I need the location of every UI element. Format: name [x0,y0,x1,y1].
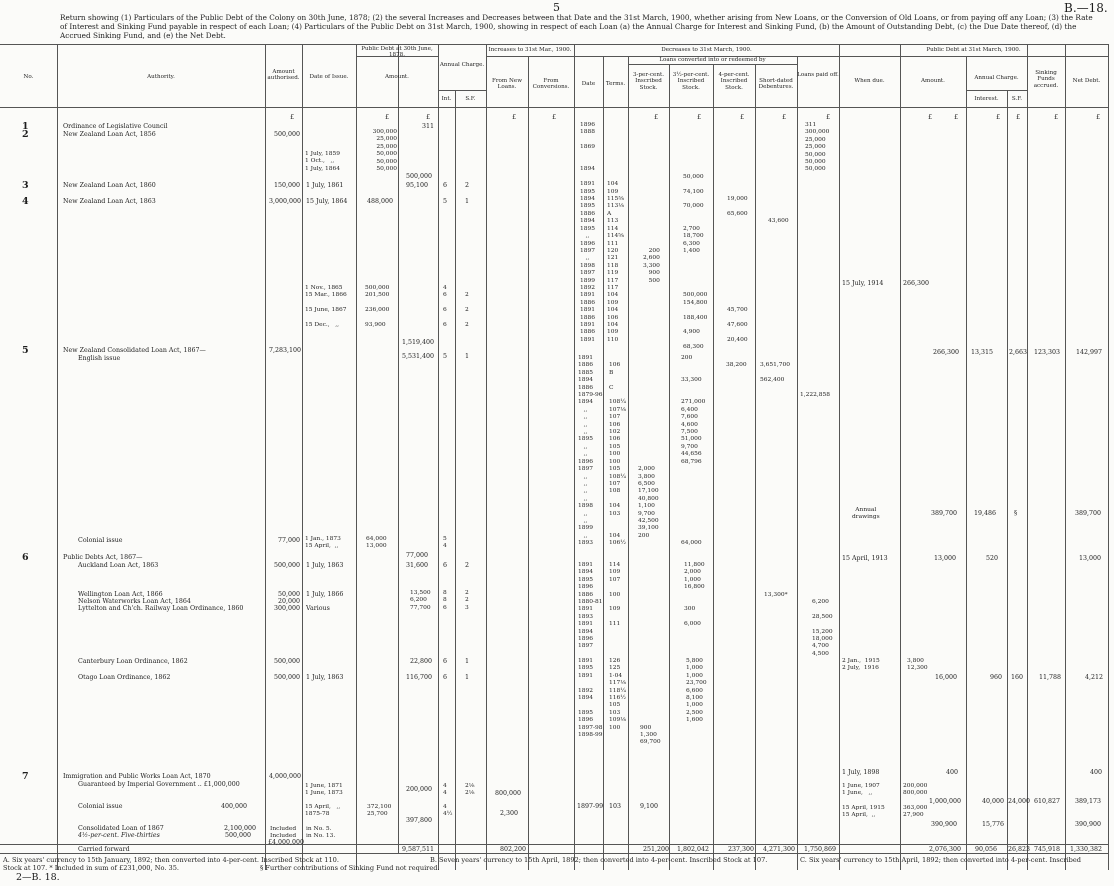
col-rule [966,56,967,870]
net-debt: 390,900 [1075,821,1102,828]
total-authorised: £4,000,000 [268,839,305,846]
amount-1900: 16,000 [935,674,958,681]
due-date: 15 April, 1913 [842,555,888,562]
pound-sign: £ [654,114,659,121]
pound-sign: £ [385,114,390,121]
decrease-date: 1897-99 [577,803,604,810]
amount-authorised: 77,000 [277,537,300,544]
decrease-4pc: 38,200 [726,362,747,369]
amounts-1878: 300,000 25,000 25,000 50,000 50,000 50,000 [372,129,397,173]
decrease-35pc: 200 33,300 271,000 6,400 7,600 4,600 7,500 51,000 9,700 44,656 68,796 64,000 [681,355,706,547]
amounts-1900: 363,000 27,900 [903,805,928,819]
cons-included: Included Included [270,826,297,840]
amount-1900: 400 [946,769,959,776]
interest-rate: 6 [443,674,448,681]
sinking-rate: 2 [465,182,470,189]
net-debt: 389,173 [1075,798,1102,805]
amount-1878: 488,000 [367,198,394,205]
interest-rate: 6 [443,658,448,665]
amount-1878: 5,531,400 [402,353,435,360]
table-top-rule [0,44,1108,45]
date-of-issue: 1 July, 1863 [306,562,344,569]
sinking-rate: 2 [465,562,470,569]
row-number: 3 [22,180,29,191]
col-rule [1007,90,1008,870]
decrease-35pc: 50,000 74,100 70,000 2,700 18,700 6,300 1,400 500,000 154,800 188,400 4,900 68,300 [683,173,708,351]
net-debt: 142,997 [1076,349,1103,356]
header-converted: Loans converted into or redeemed by [659,57,766,63]
amounts-1878: 64,000 13,000 [366,536,387,550]
subheader-rule [486,56,574,57]
interest-rates: 4 4 [443,783,447,797]
pound-sign: £ [826,114,831,121]
authority: Wellington Loan Act, 1866 [78,591,163,598]
authority: New Zealand Consolidated Loan Act, 1867— [63,347,206,354]
footnote-c: C. Six years' currency to 15th April, 1892; then converted into 4-per-cent. Inscribed [800,856,1082,864]
sinking-rate: 1 [465,353,470,360]
interest-1900: 19,486 [974,510,997,517]
decrease-terms: 104 109 115⅜ 113⅛ A 113 114 114⅝ 111 120 121 118 119 117 117 104 109 104 106 104 109 110 [607,181,624,343]
row-number: 2 [22,129,29,140]
col-rule [900,44,901,870]
col-rule [713,64,714,870]
decrease-3pc: 200 2,600 3,300 900 500 [643,247,660,284]
cf-1900: 2,076,300 [929,846,962,853]
sinking-rate: 1 [465,198,470,205]
amount-authorised: 500,000 [273,562,300,569]
decrease-short: 3,651,700 562,400 [760,362,790,384]
col-rule [628,56,629,870]
amount-authorised: 150,000 [273,182,300,189]
header-annual-1900: Annual Charge. [974,75,1019,81]
sinking-accrued: 610,827 [1034,798,1061,805]
decrease-4pc: 19,000 65,600 45,700 47,600 20,400 [727,196,748,343]
header-int: Int. [441,96,452,102]
header-4pc: 4-per-cent. Inscribed Stock. [718,72,750,91]
amount-1878: 95,100 [406,182,429,189]
authority: Canterbury Loan Ordinance, 1862 [78,658,188,665]
pound-sign: £ [552,114,557,121]
interest-rates: 4 4½ [443,804,453,818]
date-of-issue: 1 July, 1866 [306,591,344,598]
authority-sub: 4½-per-cent. Five-thirties [78,832,160,839]
decrease-paid: 311 300,000 25,000 25,000 50,000 50,000 50,000 [805,122,830,173]
decrease-terms: 114 109 107 100 109 111 [609,562,621,628]
issue-dates: 1 July, 1859 1 Oct., ,, 1 July, 1864 [305,151,340,172]
due-date: 1 July, 1898 [842,769,880,776]
amount-authorised: 300,000 [273,605,300,612]
authority: New Zealand Loan Act, 1860 [63,182,156,189]
amount-1900: 389,700 [931,510,958,517]
amounts-1878: 372,100 25,700 [367,804,392,818]
amount-1878: 200,000 [406,786,433,793]
header-no: No. [23,74,34,80]
pound-sign: £ [954,114,959,121]
sinking-rates: 2⅛ 2⅛ [465,783,475,797]
col-rule [356,44,357,870]
issue-dates: 1 Jan., 1873 15 April, ,, [305,536,341,550]
interest-rates: 4 6 6 6 [443,285,447,329]
header-bottom-rule [0,107,1108,108]
cons-included-in: in No. 5. in No. 13. [306,826,336,840]
col-rule [57,44,58,870]
col-rule [1108,44,1109,870]
header-debt-1900: Public Debt at 31st March, 1900. [926,47,1021,53]
authority: Immigration and Public Works Loan Act, 1870 [63,773,211,780]
col-rule [398,44,399,853]
decrease-35pc: 11,800 2,000 1,000 16,800 300 6,000 [684,562,705,628]
amount-1878: 22,800 [410,658,433,665]
col-rule [265,44,266,870]
pound-sign: £ [426,114,431,121]
interest-rate: 6 [443,562,448,569]
net-debt: 13,000 [1079,555,1102,562]
decrease-short: 13,300* [764,591,788,598]
amount-1900: 1,000,000 [929,798,962,805]
header-3pc: 3-per-cent. Inscribed Stock. [633,72,664,91]
amount-authorised: 500,000 [273,674,300,681]
header-from-new: From New Loans. [492,78,522,91]
subheader-rule [966,90,1027,91]
col-rule [797,56,798,870]
new-loans: 800,000 [495,790,522,797]
authority-sub: Auckland Loan Act, 1863 [78,562,159,569]
pound-sign: £ [697,114,702,121]
header-paid-off: Loans paid off. [797,72,839,78]
cf-4pc: 237,300 [728,846,755,853]
header-35pc: 3½-per-cent. Inscribed Stock. [672,72,710,91]
amounts-1878: 13,500 6,200 77,700 [410,590,431,611]
decrease-dates: 1891 1894 1895 1896 1886 1880-81 1891 1893 1891 1894 1896 1897 [578,562,603,650]
decrease-dates: 1896 1888 1869 1894 1891 1895 1894 1895 1886 1894 1895 ,, 1896 1897 ,, 1898 1897 1899 1892 1891 1886 1891 1886 1891 1886 1891 [580,122,595,343]
new-loans: 2,300 [500,810,519,817]
subheader-rule [438,90,486,91]
header-short: Short-dated Debentures. [758,78,794,91]
col-rule [755,64,756,870]
decrease-dates: 1891 1886 1885 1894 1886 1879-96 1894 ,, ,, ,, ,, 1895 ,, ,, 1896 1897 ,, ,, ,, ,, 1898 ,, ,, 1899 ,, 1893 [578,355,603,547]
amount-authorised: 4,000,000 [268,773,301,780]
col-rule [669,64,670,870]
subtotal-1878: 397,800 [406,817,433,824]
decrease-terms: 106 B C 108¼ 107⅛ 107 106 102 106 105 100 100 105 108¼ 107 108 104 103 104 106½ [609,362,626,547]
interest-rate: 5 [443,353,448,360]
col-rule [486,44,487,870]
authority: Colonial issue [78,803,123,810]
pound-sign: £ [740,114,745,121]
col-rule [839,44,840,870]
row-number: 7 [22,771,29,782]
sinking-accrued: 123,303 [1034,349,1061,356]
pound-sign: £ [782,114,787,121]
document-reference: B.—18. [1064,1,1108,15]
due-dates: 1 June, 1907 1 June, ,, [842,783,880,797]
issue-dates: 1 June, 1871 1 June, 1873 [305,783,343,797]
cf-interest: 90,056 [975,846,998,853]
amount-1900: 390,900 [931,821,958,828]
net-debt: 389,700 [1075,510,1102,517]
authority: Ordinance of Legislative Council [63,123,168,130]
header-debt-1878: Public Debt at 30th June, 1878. [361,46,433,59]
date-of-issue: Various [306,605,330,612]
header-sinking: Sinking Funds accrued. [1033,70,1059,89]
sinking-rate: 1 [465,674,470,681]
footnote-d: § Further contributions of Sinking Fund not required. [260,864,440,872]
authority-sub: Guaranteed by Imperial Government .. £1,000,000 [78,781,240,788]
row-number: 6 [22,552,29,563]
header-sf: S.F. [465,96,476,102]
header-interest: Interest. [974,96,999,102]
authority: Lyttelton and Ch'ch. Railway Loan Ordinance, 1860 [78,605,244,612]
row-number: 5 [22,345,29,356]
pound-sign: £ [1016,114,1021,121]
row-number: 1 [22,121,29,132]
authority: Consolidated Loan of 1867 [78,825,164,832]
issue-dates: 15 April, ,, 1875-78 [305,804,341,818]
col-rule [528,56,529,870]
interest-1900: 13,315 [971,349,994,356]
net-debt: 4,212 [1085,674,1104,681]
authority: New Zealand Loan Act, 1863 [63,198,156,205]
subtotal-1878: 77,000 [406,552,429,559]
amount-authorised: 20,000 [277,598,300,605]
interest-rates: 5 4 [443,536,447,550]
page-number: 5 [553,1,560,14]
issue-dates: 1 Nov., 1865 15 Mar., 1866 15 June, 1867 15 Dec., ,, [305,285,347,329]
interest-rate: 6 [443,182,448,189]
header-authority: Authority. [147,74,175,80]
authority: New Zealand Loan Act, 1856 [63,131,156,138]
amount-1900: 266,300 [903,280,930,287]
decrease-short: 43,600 [768,218,789,225]
sinking-rate: 1 [465,658,470,665]
cf-sinking: 745,918 [1034,846,1061,853]
amount-1878: 116,700 [406,674,433,681]
footnote-a: A. Six years' currency to 15th January, 1892; then converted into 4-per-cent. Inscribed Stock at 110. [3,856,339,864]
sf-1900: 24,000 [1008,798,1031,805]
authority: Public Debts Act, 1867— [63,554,143,561]
header-sf2: S.F. [1011,96,1023,102]
decrease-term: 103 [609,803,622,810]
amount-authorised: 3,000,000 [268,198,301,205]
interest-rates: 8 8 6 [443,590,447,611]
subtotal-1878: 500,000 [406,173,433,180]
due-dates: 2 Jan., 1915 2 July, 1916 [842,658,880,672]
due-dates: 15 April, 1915 15 April, ,, [842,805,885,819]
amount-authorised: 50,000 [277,591,300,598]
header-when-due: When due. [854,78,885,84]
sinking-rates: 2 2 3 [465,590,469,611]
pound-sign: £ [290,114,295,121]
amount-authorised: 400,000 [221,803,248,810]
amount-1900: 266,300 [933,349,960,356]
amount-authorised: 500,000 [273,131,300,138]
row-number: 4 [22,196,29,207]
sf-1900: 2,663 [1009,349,1028,356]
cf-paid: 1,750,869 [804,846,837,853]
cf-sf: 26,823 [1008,846,1031,853]
amounts-1900: 3,800 12,300 [907,658,928,672]
header-amount-1900: Amount. [921,78,945,84]
decrease-paid: 6,200 28,500 15,200 18,000 4,700 4,500 [812,599,833,657]
amount-1878: 31,600 [406,562,429,569]
header-net: Net Debt. [1072,78,1101,84]
cf-1878: 9,587,511 [402,846,435,853]
col-rule [1065,44,1066,870]
footnote-b: B. Seven years' currency to 15th April, 1892; then converted into 4-per-cent. Inscribed Stock at 107. [430,856,768,864]
header-amount-authorised: Amount authorised. [267,69,300,82]
subheader-rule [839,56,1108,57]
cf-3pc: 251,200 [643,846,670,853]
col-rule [603,56,604,870]
col-rule [455,90,456,870]
amount-authorised: 500,000 [273,658,300,665]
cf-35pc: 1,802,042 [677,846,710,853]
carried-forward-rule [0,844,1108,845]
header-increases: Increases to 31st Mar., 1900. [488,47,572,53]
interest-1900: 40,000 [982,798,1005,805]
authority: Nelson Waterworks Loan Act, 1864 [78,598,191,605]
interest-1900: 15,776 [982,821,1005,828]
sinking-accrued: 11,788 [1039,674,1062,681]
sf-1900: § [1014,510,1018,517]
amounts-1900: 200,000 800,000 [903,783,928,797]
header-amount: Amount. [385,74,409,80]
date-of-issue: 1 July, 1861 [306,182,344,189]
decrease-3pc: 900 1,300 69,700 [640,724,661,746]
decrease-35pc: 5,800 1,000 1,000 23,700 6,600 8,100 1,000 2,500 1,600 [686,658,707,724]
cf-net: 1,330,382 [1070,846,1103,853]
decrease-paid: 1,222,858 [800,392,830,399]
header-date-issue: Date of Issue. [309,74,349,80]
subtotal-1878: 1,519,400 [402,339,435,346]
subheader-rule [628,64,797,65]
header-from-conv: From Conversions. [532,78,570,91]
amounts-1878: 500,000 201,500 236,000 93,900 [365,285,390,329]
header-annual-charge: Annual Charge. [439,62,485,68]
header-decreases: Decreases to 31st March, 1900. [661,47,752,53]
cf-short: 4,271,300 [763,846,796,853]
footer-reference: 2—B. 18. [16,872,60,883]
interest-rate: 5 [443,198,448,205]
authority: Colonial issue [78,537,123,544]
annual-drawings: Annual drawings [852,507,880,521]
col-rule [1027,44,1028,870]
date-of-issue: 15 July, 1864 [306,198,348,205]
return-title: Return showing (1) Particulars of the Public Debt of the Colony on 30th June, 1878; (2) the several Increases and Decreases between that Date and the 31st March, 1900, whether arising from New Loans, or the Conversion of Old Loans, or from paying off any Loan; (3) the Rate of Interest and Sinking Fund payable in respect of each Loan; (4) Particulars of the Public Debt on 31st March, 1900, showing in respect of each Loan (a) the Annual Charge for Interest and Sinking Fund, (b) the Amount of Outstanding Debt, (c) the Due Date thereof, (d) the Accrued Sinking Fund, and (e) the Net Debt. [60,13,1093,40]
decrease-terms: 126 125 1·04 117⅛ 118¼ 116½ 105 103 109⅛ 100 [609,658,626,731]
authority: Otago Loan Ordinance, 1862 [78,674,171,681]
header-date: Date [581,81,596,87]
amount-1878: 311 [422,123,435,130]
authority-sub: English issue [78,355,121,362]
net-debt: 400 [1090,769,1103,776]
pound-sign: £ [928,114,933,121]
authority: Carried forward [78,846,130,853]
sinking-rates: 2 2 2 [465,292,469,329]
header-terms: Terms. [605,81,626,87]
footnote-c-cont: Stock at 107. * Included in sum of £231,000, No. 35. [3,864,179,872]
col-rule [438,44,439,870]
interest-1900: 520 [986,555,999,562]
decrease-35pc: 9,100 [640,803,659,810]
cf-new: 802,200 [500,846,527,853]
sf-1900: 160 [1011,674,1024,681]
due-date: 15 July, 1914 [842,280,884,287]
pound-sign: £ [1054,114,1059,121]
decrease-3pc: 2,000 3,800 6,500 17,100 40,800 1,100 9,700 42,500 39,100 200 [638,466,659,539]
amount-authorised: 500,000 [225,832,252,839]
amount-1900: 13,000 [934,555,957,562]
amount-authorised: 2,100,000 [224,825,257,832]
amount-authorised: 7,283,100 [268,347,301,354]
pound-sign: £ [996,114,1001,121]
pound-sign: £ [1096,114,1101,121]
col-rule [574,44,575,870]
col-rule [302,44,303,870]
interest-1900: 960 [990,674,1003,681]
decrease-dates: 1891 1895 1891 1892 1894 1895 1896 1897-98 1898-99 [578,658,603,739]
pound-sign: £ [512,114,517,121]
date-of-issue: 1 July, 1863 [306,674,344,681]
